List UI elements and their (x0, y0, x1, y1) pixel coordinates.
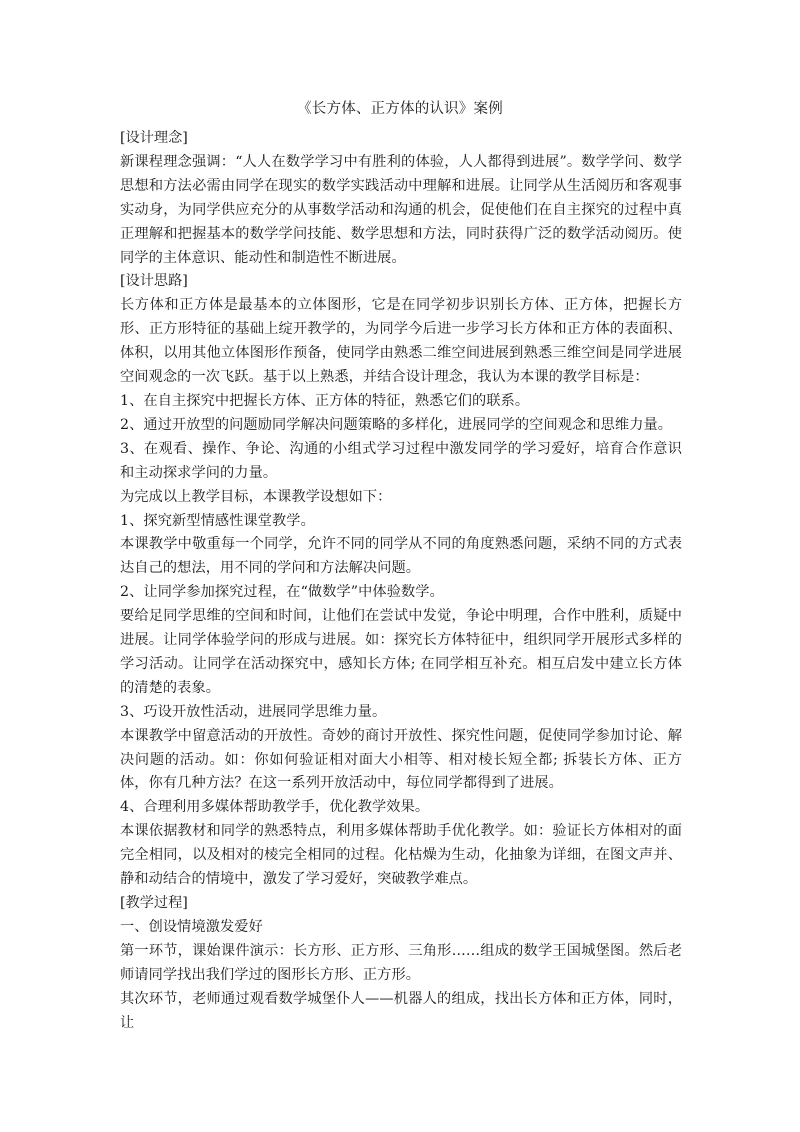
section-heading-design-concept: [设计理念] (120, 130, 188, 146)
document-body (120, 127, 682, 1035)
section-heading-teaching-process: [教学过程] (120, 895, 188, 911)
plan-item-3-body: 本课教学中留意活动的开放性。奇妙的商讨开放性、探究性问题，促使同学参加讨论、解决问题的活动。如：你如何验证相对面大小相等、相对棱长短全都; 拆装长方体、正方体，你有几种方法？在这一系列开放活动中，每位同学都得到了进展。 (120, 727, 682, 792)
process-step-1-body-b: 其次环节，老师通过观看数学城堡仆人——机器人的组成，找出长方体和正方体，同时，让 (120, 990, 682, 1031)
document-title: 《长方体、正方体的认识》案例 (297, 101, 503, 117)
process-step-1-body-a: 第一环节，课始课件演示：长方形、正方形、三角形……组成的数学王国城堡图。然后老师请同学找出我们学过的图形长方形、正方形。 (120, 942, 682, 983)
plan-item-4-title: 4、合理利用多媒体帮助教学手，优化教学效果。 (120, 799, 430, 816)
goal-item-1: 1、在自主探究中把握长方体、正方体的特征，熟悉它们的联系。 (120, 392, 530, 409)
plan-item-2-body: 要给足同学思维的空间和时间，让他们在尝试中发觉，争论中明理，合作中胜利，质疑中进展。让同学体验学问的形成与进展。如：探究长方体特征中，组织同学开展形式多样的学习活动。让同学在活动探究中，感知长方体; 在同学相互补充。相互启发中建立长方体的清楚的表象。 (120, 608, 682, 696)
process-step-1-title: 一、创设情境激发爱好 (120, 918, 263, 935)
goal-item-3: 3、在观看、操作、争论、沟通的小组式学习过程中激发同学的学习爱好，培育合作意识和主动探求学问的力量。 (120, 440, 682, 481)
plan-item-4-body: 本课依据教材和同学的熟悉特点，利用多媒体帮助手优化教学。如：验证长方体相对的面完全相同，以及相对的棱完全相同的过程。化枯燥为生动，化抽象为详细，在图文声并、静和动结合的情境中，激发了学习爱好，突破教学难点。 (120, 823, 682, 888)
paragraph-design-ideas: 长方体和正方体是最基本的立体图形，它是在同学初步识别长方体、正方体，把握长方形、正方形特征的基础上绽开教学的，为同学今后进一步学习长方体和正方体的表面积、体积，以用其他立体图形作预备，使同学由熟悉二维空间进展到熟悉三维空间是同学进展空间观念的一次飞跃。基于以上熟悉，并结合设计理念，我认为本课的教学目标是： (120, 297, 682, 386)
plan-item-3-title: 3、巧设开放性活动，进展同学思维力量。 (120, 703, 387, 720)
plan-item-1-body: 本课教学中敬重每一个同学，允许不同的同学从不同的角度熟悉问题，采纳不同的方式表达自己的想法，用不同的学问和方法解决问题。 (120, 536, 682, 577)
paragraph-design-concept: 新课程理念强调：“人人在数学学习中有胜利的体验，人人都得到进展”。数学学问、数学思想和方法必需由同学在现实的数学实践活动中理解和进展。让同学从生活阅历和客观事实动身，为同学供应充分的从事数学活动和沟通的机会，促使他们在自主探究的过程中真正理解和把握基本的数学学问技能、数学思想和方法，同时获得广泛的数学活动阅历。使同学的主体意识、能动性和制造性不断进展。 (120, 153, 682, 266)
paragraph-teaching-plan-intro: 为完成以上教学目标，本课教学设想如下： (120, 488, 392, 505)
plan-item-1-title: 1、探究新型情感性课堂教学。 (120, 512, 315, 529)
plan-item-2-title: 2、让同学参加探究过程，在“做数学”中体验数学。 (120, 584, 444, 601)
section-heading-design-ideas: [设计思路] (120, 273, 188, 290)
goal-item-2: 2、通过开放型的问题励同学解决问题策略的多样化，进展同学的空间观念和思维力量。 (120, 416, 673, 433)
